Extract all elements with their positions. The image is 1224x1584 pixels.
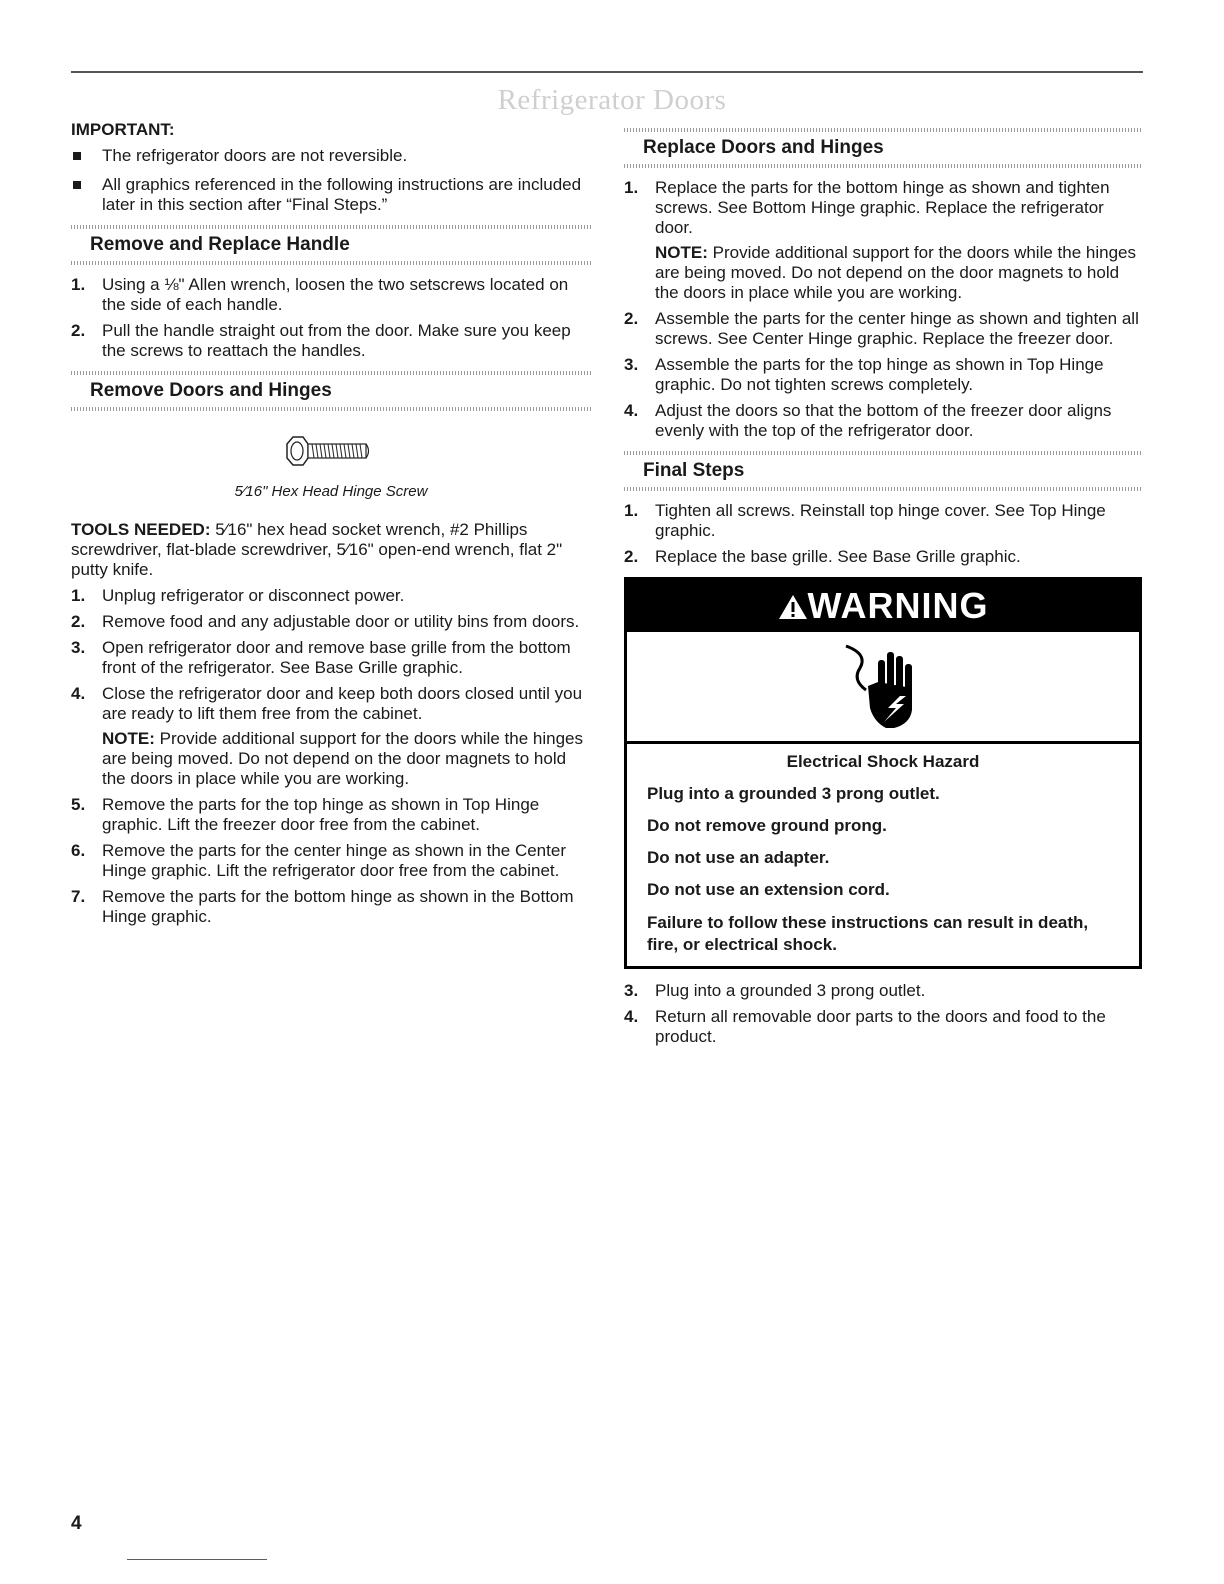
step-item: 2. Remove food and any adjustable door or utility bins from doors.	[71, 612, 580, 631]
step-item: 1. Using a ⅛" Allen wrench, loosen the two setscrews located on the side of each handle.	[71, 275, 569, 314]
step-item: 1. Replace the parts for the bottom hinge as shown and tighten screws. See Bottom Hinge graphic. Replace the refrigerator door. NOTE: Provide additional support for the doors while the hinges are being moved. Do not depend on the door magnets to hold the doors in place while you are working.	[624, 178, 1142, 303]
square-bullet-icon	[73, 181, 81, 189]
footer-line	[127, 1559, 267, 1560]
warning-line: Do not use an extension cord.	[647, 880, 890, 899]
step-item: 2. Pull the handle straight out from the door. Make sure you keep the screws to reattach the handles.	[71, 321, 571, 360]
warning-icon-area	[627, 632, 1139, 744]
top-rule	[71, 71, 1143, 73]
section-title: Remove and Replace Handle	[90, 234, 350, 255]
step-item: 6. Remove the parts for the center hinge as shown in the Center Hinge graphic. Lift the refrigerator door free from the cabinet.	[71, 841, 566, 880]
square-bullet-icon	[73, 152, 81, 160]
warning-line: Do not use an adapter.	[647, 848, 830, 867]
important-list	[71, 146, 591, 215]
alert-triangle-icon	[778, 593, 808, 621]
step-item: 7. Remove the parts for the bottom hinge as shown in the Bottom Hinge graphic.	[71, 887, 574, 926]
tools-needed: TOOLS NEEDED: 5⁄16" hex head socket wrench, #2 Phillips screwdriver, flat-blade screwdriver, 5⁄16" open-end wrench, flat 2" putty knife.	[71, 520, 563, 579]
warning-box	[624, 577, 1142, 969]
warning-line: Plug into a grounded 3 prong outlet.	[647, 784, 940, 803]
left-column	[71, 120, 591, 933]
step-item: 1. Unplug refrigerator or disconnect power.	[71, 586, 405, 605]
page-title: Refrigerator Doors	[497, 84, 727, 116]
list-item: All graphics referenced in the following instructions are included later in this section after “Final Steps.”	[71, 175, 591, 215]
section-title: Final Steps	[643, 460, 745, 481]
final-steps-list-continued	[624, 981, 1142, 1047]
section-title: Remove Doors and Hinges	[90, 380, 332, 401]
section-title: Replace Doors and Hinges	[643, 137, 884, 158]
section-header-final-steps	[624, 451, 1142, 491]
figure-caption: 5⁄16" Hex Head Hinge Screw	[234, 483, 428, 500]
section-header-remove-doors	[71, 371, 591, 411]
step-item: 4. Adjust the doors so that the bottom of the freezer door aligns evenly with the top of the refrigerator door.	[624, 401, 1112, 440]
note: NOTE: Provide additional support for the doors while the hinges are being moved. Do not depend on the door magnets to hold the doors in place while you are working.	[102, 729, 583, 788]
warning-body	[627, 744, 1139, 966]
warning-line: Failure to follow these instructions can result in death, fire, or electrical shock.	[647, 913, 1089, 954]
list-item: The refrigerator doors are not reversible.	[71, 146, 591, 166]
step-item: 2. Replace the base grille. See Base Grille graphic.	[624, 547, 1021, 566]
electrical-shock-icon	[838, 638, 928, 733]
final-steps-list	[624, 501, 1142, 567]
section-header-remove-handle	[71, 225, 591, 265]
remove-doors-steps	[71, 586, 591, 927]
step-item: 4. Close the refrigerator door and keep both doors closed until you are ready to lift them free from the cabinet. NOTE: Provide additional support for the doors while the hinges are being moved. Do not depend on the door magnets to hold the doors in place while you are working.	[71, 684, 591, 789]
warning-header: WARNING	[627, 580, 1139, 632]
step-item: 3. Assemble the parts for the top hinge as shown in Top Hinge graphic. Do not tighten screws completely.	[624, 355, 1104, 394]
step-item: 1. Tighten all screws. Reinstall top hinge cover. See Top Hinge graphic.	[624, 501, 1106, 540]
important-label: IMPORTANT:	[71, 120, 175, 139]
note: NOTE: Provide additional support for the doors while the hinges are being moved. Do not depend on the door magnets to hold the doors in place while you are working.	[655, 243, 1136, 302]
replace-doors-steps	[624, 178, 1142, 441]
page-number: 4	[71, 1513, 82, 1534]
step-item: 4. Return all removable door parts to the doors and food to the product.	[624, 1007, 1106, 1046]
step-item: 5. Remove the parts for the top hinge as shown in Top Hinge graphic. Lift the freezer door free from the cabinet.	[71, 795, 540, 834]
step-item: 2. Assemble the parts for the center hinge as shown and tighten all screws. See Center Hinge graphic. Replace the freezer door.	[624, 309, 1139, 348]
section-header-replace-doors	[624, 128, 1142, 168]
hazard-title: Electrical Shock Hazard	[786, 752, 980, 771]
hex-head-screw-icon	[281, 431, 381, 471]
warning-line: Do not remove ground prong.	[647, 816, 887, 835]
step-item: 3. Open refrigerator door and remove base grille from the bottom front of the refrigerator. See Base Grille graphic.	[71, 638, 571, 677]
step-item: 3. Plug into a grounded 3 prong outlet.	[624, 981, 926, 1000]
hinge-screw-figure	[71, 431, 591, 476]
remove-handle-steps	[71, 275, 591, 361]
right-column	[624, 128, 1142, 1053]
